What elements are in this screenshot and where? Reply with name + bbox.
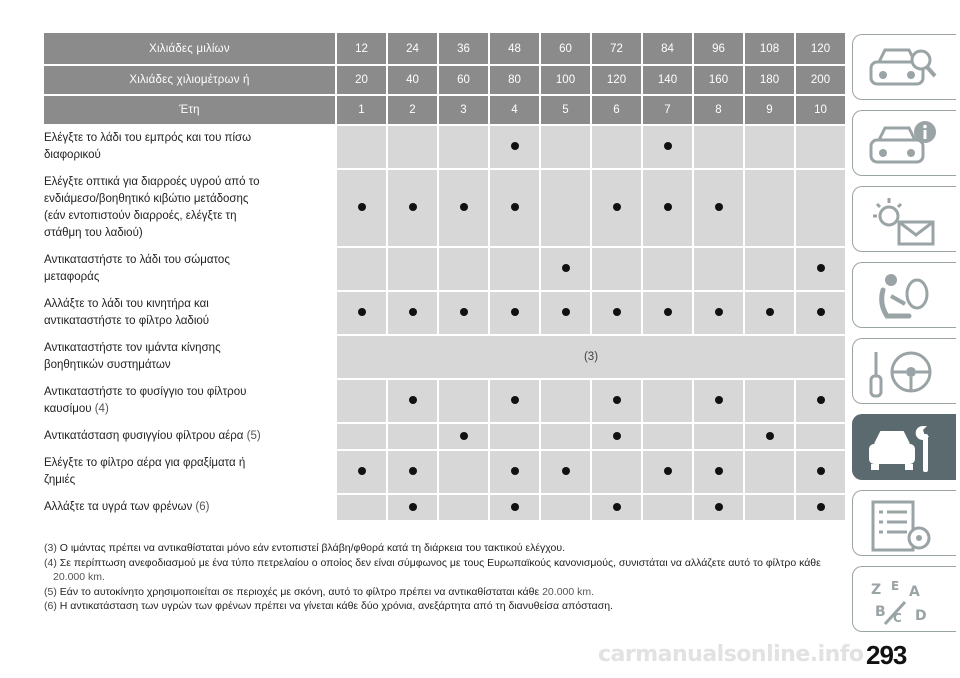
- service-required-dot: [409, 467, 417, 475]
- interval-cell: [439, 170, 490, 248]
- service-required-dot: [511, 203, 519, 211]
- chapter-tab[interactable]: [852, 186, 956, 252]
- header-value: 72: [592, 33, 643, 66]
- service-required-dot: [664, 142, 672, 150]
- interval-cell: [337, 170, 388, 248]
- operation-label: [44, 424, 337, 451]
- header-value: 3: [439, 96, 490, 126]
- footnote-reference: (5): [246, 430, 261, 442]
- operation-label: [44, 292, 337, 336]
- interval-cell: [643, 292, 694, 336]
- interval-cell: [439, 126, 490, 170]
- interval-cell: [490, 424, 541, 451]
- service-required-dot: [664, 467, 672, 475]
- service-required-dot: [562, 264, 570, 272]
- interval-cell: [337, 292, 388, 336]
- interval-cell: [694, 451, 745, 495]
- footnote-text: Η αντικατάσταση των υγρών των φρένων πρέπει να γίνεται κάθε δύο χρόνια, ανεξάρτητα από τη διανυθείσα απόσταση.: [59, 600, 613, 612]
- svg-text:B: B: [875, 604, 886, 620]
- interval-cell: [592, 126, 643, 170]
- chapter-tab[interactable]: [852, 338, 956, 404]
- schedule-row: [44, 336, 847, 380]
- interval-cell: [592, 292, 643, 336]
- footnote-text: Σε περίπτωση ανεφοδιασμού με ένα τύπο πετρελαίου ο οποίος δεν είναι σύμφωνος με τους Ευρωπαϊκούς κανονισμούς, συνιστάται να αλλάζετε αυτό το φίλτρο κάθε: [59, 556, 821, 569]
- svg-text:E: E: [891, 579, 900, 593]
- interval-cell: [796, 126, 847, 170]
- interval-cell: [439, 424, 490, 451]
- interval-cell: [541, 424, 592, 451]
- service-required-dot: [715, 396, 723, 404]
- service-required-dot: [409, 308, 417, 316]
- service-required-dot: [562, 308, 570, 316]
- footnote-reference: (4): [94, 403, 109, 415]
- service-required-dot: [358, 467, 366, 475]
- header-row: [44, 66, 847, 96]
- service-required-dot: [358, 203, 366, 211]
- footnote: [44, 556, 844, 585]
- interval-cell: [490, 248, 541, 292]
- interval-cell: [490, 380, 541, 424]
- schedule-row: [44, 248, 847, 292]
- chapter-tab[interactable]: [852, 414, 956, 480]
- interval-cell: [337, 451, 388, 495]
- interval-cell: [745, 380, 796, 424]
- footnote-number: (6): [44, 600, 57, 612]
- header-value: 180: [745, 66, 796, 96]
- interval-cell: [439, 248, 490, 292]
- interval-cell: [439, 451, 490, 495]
- interval-cell: [745, 424, 796, 451]
- footnote-text: Εάν το αυτοκίνητο χρησιμοποιείται σε περιοχές με σκόνη, αυτό το φίλτρο πρέπει να αντικαθίσταται κάθε: [59, 585, 540, 598]
- interval-cell: [643, 451, 694, 495]
- service-required-dot: [511, 308, 519, 316]
- header-value: 80: [490, 66, 541, 96]
- interval-cell: [592, 424, 643, 451]
- header-value: 7: [643, 96, 694, 126]
- operation-text-line: βοηθητικών συστημάτων: [44, 359, 171, 371]
- schedule-row: [44, 424, 847, 451]
- header-value: 6: [592, 96, 643, 126]
- operation-text-line: Ελέγξτε οπτικά για διαρροές υγρού από το: [44, 176, 260, 188]
- service-required-dot: [766, 308, 774, 316]
- interval-cell: [541, 248, 592, 292]
- interval-cell: [490, 292, 541, 336]
- service-required-dot: [766, 432, 774, 440]
- interval-cell: [796, 292, 847, 336]
- operation-label: [44, 495, 337, 522]
- operation-label: [44, 336, 337, 380]
- chapter-tab[interactable]: [852, 110, 956, 176]
- interval-cell: [592, 248, 643, 292]
- operation-text-line: Αντικαταστήστε το λάδι του σώματος: [44, 254, 230, 266]
- operation-text-line: Αντικατάσταση φυσιγγίου φίλτρου αέρα: [44, 430, 244, 442]
- interval-cell: [337, 495, 388, 522]
- service-required-dot: [460, 432, 468, 440]
- header-value: 36: [439, 33, 490, 66]
- schedule-row: [44, 292, 847, 336]
- schedule-row: [44, 495, 847, 522]
- service-required-dot: [613, 396, 621, 404]
- service-required-dot: [511, 503, 519, 511]
- interval-cell: [592, 380, 643, 424]
- footnote-distance: 20.000 km.: [53, 571, 105, 583]
- svg-text:A: A: [909, 584, 920, 600]
- header-value: 84: [643, 33, 694, 66]
- interval-cell: [745, 170, 796, 248]
- interval-cell: [388, 495, 439, 522]
- interval-cell: [388, 424, 439, 451]
- interval-cell: [337, 126, 388, 170]
- service-required-dot: [817, 467, 825, 475]
- interval-cell: [694, 248, 745, 292]
- interval-cell: [388, 170, 439, 248]
- header-label: Έτη: [44, 96, 337, 126]
- operation-text-line: μεταφοράς: [44, 271, 100, 283]
- service-required-dot: [409, 396, 417, 404]
- service-required-dot: [511, 396, 519, 404]
- service-required-dot: [409, 203, 417, 211]
- schedule-row: [44, 126, 847, 170]
- footnote-number: (5): [44, 585, 57, 598]
- footnote-distance: 20.000 km.: [542, 585, 595, 598]
- header-value: 1: [337, 96, 388, 126]
- interval-cell: [643, 380, 694, 424]
- interval-cell: [490, 126, 541, 170]
- interval-cell: [694, 424, 745, 451]
- operation-text-line: Αλλάξτε τα υγρά των φρένων: [44, 501, 193, 513]
- chapter-tab[interactable]: [852, 262, 956, 328]
- schedule-row: [44, 170, 847, 248]
- interval-cell: [490, 451, 541, 495]
- service-required-dot: [715, 503, 723, 511]
- operation-label: [44, 451, 337, 495]
- service-required-dot: [511, 142, 519, 150]
- interval-cell: [541, 380, 592, 424]
- operation-text-line: Αλλάξτε το λάδι του κινητήρα και: [44, 298, 209, 310]
- header-value: 40: [388, 66, 439, 96]
- operation-text-line: στάθμη του λαδιού): [44, 227, 143, 239]
- header-value: 12: [337, 33, 388, 66]
- service-required-dot: [613, 432, 621, 440]
- header-value: 20: [337, 66, 388, 96]
- interval-cell: [337, 248, 388, 292]
- operation-text-line: ενδιάμεσο/βοηθητικό κιβώτιο μετάδοσης: [44, 193, 249, 205]
- interval-cell: [745, 126, 796, 170]
- interval-cell: [337, 380, 388, 424]
- header-value: 4: [490, 96, 541, 126]
- chapter-side-nav: [852, 34, 960, 644]
- interval-cell: [694, 292, 745, 336]
- operation-label: [44, 248, 337, 292]
- chapter-tab[interactable]: [852, 34, 956, 100]
- interval-cell: [439, 292, 490, 336]
- interval-cell: [694, 126, 745, 170]
- interval-cell: [745, 451, 796, 495]
- service-required-dot: [715, 308, 723, 316]
- header-value: 100: [541, 66, 592, 96]
- interval-cell: [745, 495, 796, 522]
- page-number: 293: [866, 640, 907, 670]
- interval-cell: [388, 248, 439, 292]
- footnote: [44, 585, 844, 600]
- header-value: 60: [439, 66, 490, 96]
- header-label: Χιλιάδες χιλιομέτρων ή: [44, 66, 337, 96]
- footnote-number: (4): [44, 556, 57, 569]
- interval-cell: [643, 126, 694, 170]
- service-required-dot: [664, 203, 672, 211]
- service-required-dot: [460, 203, 468, 211]
- chapter-tab[interactable]: [852, 490, 956, 556]
- header-value: 120: [796, 33, 847, 66]
- svg-text:D: D: [915, 608, 927, 624]
- operation-text-line: καυσίμου: [44, 403, 92, 415]
- service-required-dot: [613, 203, 621, 211]
- interval-cell: [796, 451, 847, 495]
- interval-cell: [694, 380, 745, 424]
- service-required-dot: [409, 503, 417, 511]
- service-required-dot: [817, 503, 825, 511]
- header-value: 96: [694, 33, 745, 66]
- footnotes: [44, 541, 844, 614]
- interval-cell: [643, 495, 694, 522]
- operation-text-line: (εάν εντοπιστούν διαρροές, ελέγξτε τη: [44, 210, 237, 222]
- interval-cell: [388, 126, 439, 170]
- interval-cell: [541, 126, 592, 170]
- service-required-dot: [613, 503, 621, 511]
- interval-cell: [388, 292, 439, 336]
- service-required-dot: [715, 203, 723, 211]
- header-value: 108: [745, 33, 796, 66]
- operation-text-line: Αντικαταστήστε τον ιμάντα κίνησης: [44, 342, 221, 354]
- header-value: 24: [388, 33, 439, 66]
- interval-cell: [592, 451, 643, 495]
- operation-text-line: αντικαταστήστε το φίλτρο λαδιού: [44, 315, 210, 327]
- service-required-dot: [664, 308, 672, 316]
- service-required-dot: [358, 308, 366, 316]
- service-required-dot: [562, 467, 570, 475]
- interval-cell: [541, 451, 592, 495]
- service-required-dot: [613, 308, 621, 316]
- interval-cell: [796, 424, 847, 451]
- interval-cell: [337, 424, 388, 451]
- interval-cell: [796, 170, 847, 248]
- operation-text-line: Αντικαταστήστε το φυσίγγιο του φίλτρου: [44, 386, 247, 398]
- service-required-dot: [817, 264, 825, 272]
- header-value: 120: [592, 66, 643, 96]
- interval-cell: [796, 495, 847, 522]
- chapter-tab[interactable]: [852, 566, 956, 632]
- interval-cell: [388, 451, 439, 495]
- footnote: [44, 599, 844, 614]
- header-value: 10: [796, 96, 847, 126]
- header-value: 160: [694, 66, 745, 96]
- header-value: 60: [541, 33, 592, 66]
- interval-cell: [745, 292, 796, 336]
- interval-cell: [439, 495, 490, 522]
- interval-cell: [643, 170, 694, 248]
- header-value: 200: [796, 66, 847, 96]
- service-required-dot: [817, 308, 825, 316]
- header-row: [44, 96, 847, 126]
- interval-cell: [439, 380, 490, 424]
- interval-cell: [592, 170, 643, 248]
- service-required-dot: [715, 467, 723, 475]
- footnote-reference: (6): [195, 501, 210, 513]
- header-value: 140: [643, 66, 694, 96]
- service-required-dot: [817, 396, 825, 404]
- interval-cell: [643, 248, 694, 292]
- header-value: 8: [694, 96, 745, 126]
- operation-text-line: διαφορικού: [44, 149, 101, 161]
- schedule-row: [44, 451, 847, 495]
- service-required-dot: [511, 467, 519, 475]
- svg-text:Z: Z: [871, 582, 882, 598]
- header-row: [44, 33, 847, 66]
- interval-cell: [796, 248, 847, 292]
- header-value: 9: [745, 96, 796, 126]
- interval-cell: [490, 495, 541, 522]
- schedule-row: [44, 380, 847, 424]
- footnote-number: (3): [44, 542, 57, 554]
- watermark: carmanualsonline.info: [598, 642, 864, 667]
- interval-cell: [796, 380, 847, 424]
- footnote: [44, 541, 844, 556]
- operation-text-line: Ελέγξτε το φίλτρο αέρα για φραξίματα ή: [44, 457, 246, 469]
- interval-cell: [388, 380, 439, 424]
- interval-note: (3): [337, 336, 847, 380]
- maintenance-schedule-table: [44, 33, 847, 522]
- interval-cell: [541, 495, 592, 522]
- operation-label: [44, 126, 337, 170]
- operation-label: [44, 380, 337, 424]
- interval-cell: [745, 248, 796, 292]
- interval-cell: [541, 292, 592, 336]
- interval-cell: [694, 495, 745, 522]
- interval-cell: [694, 170, 745, 248]
- interval-cell: [643, 424, 694, 451]
- service-required-dot: [460, 308, 468, 316]
- interval-cell: [490, 170, 541, 248]
- svg-text:C: C: [893, 611, 902, 625]
- header-value: 5: [541, 96, 592, 126]
- header-value: 2: [388, 96, 439, 126]
- interval-cell: [592, 495, 643, 522]
- operation-text-line: ζημιές: [44, 474, 76, 486]
- header-label: Χιλιάδες μιλίων: [44, 33, 337, 66]
- interval-cell: [541, 170, 592, 248]
- footnote-text: Ο ιμάντας πρέπει να αντικαθίσταται μόνο εάν εντοπιστεί βλάβη/φθορά κατά τη διάρκεια του τακτικού ελέγχου.: [59, 542, 566, 554]
- header-value: 48: [490, 33, 541, 66]
- operation-label: [44, 170, 337, 248]
- operation-text-line: Ελέγξτε το λάδι του εμπρός και του πίσω: [44, 132, 252, 144]
